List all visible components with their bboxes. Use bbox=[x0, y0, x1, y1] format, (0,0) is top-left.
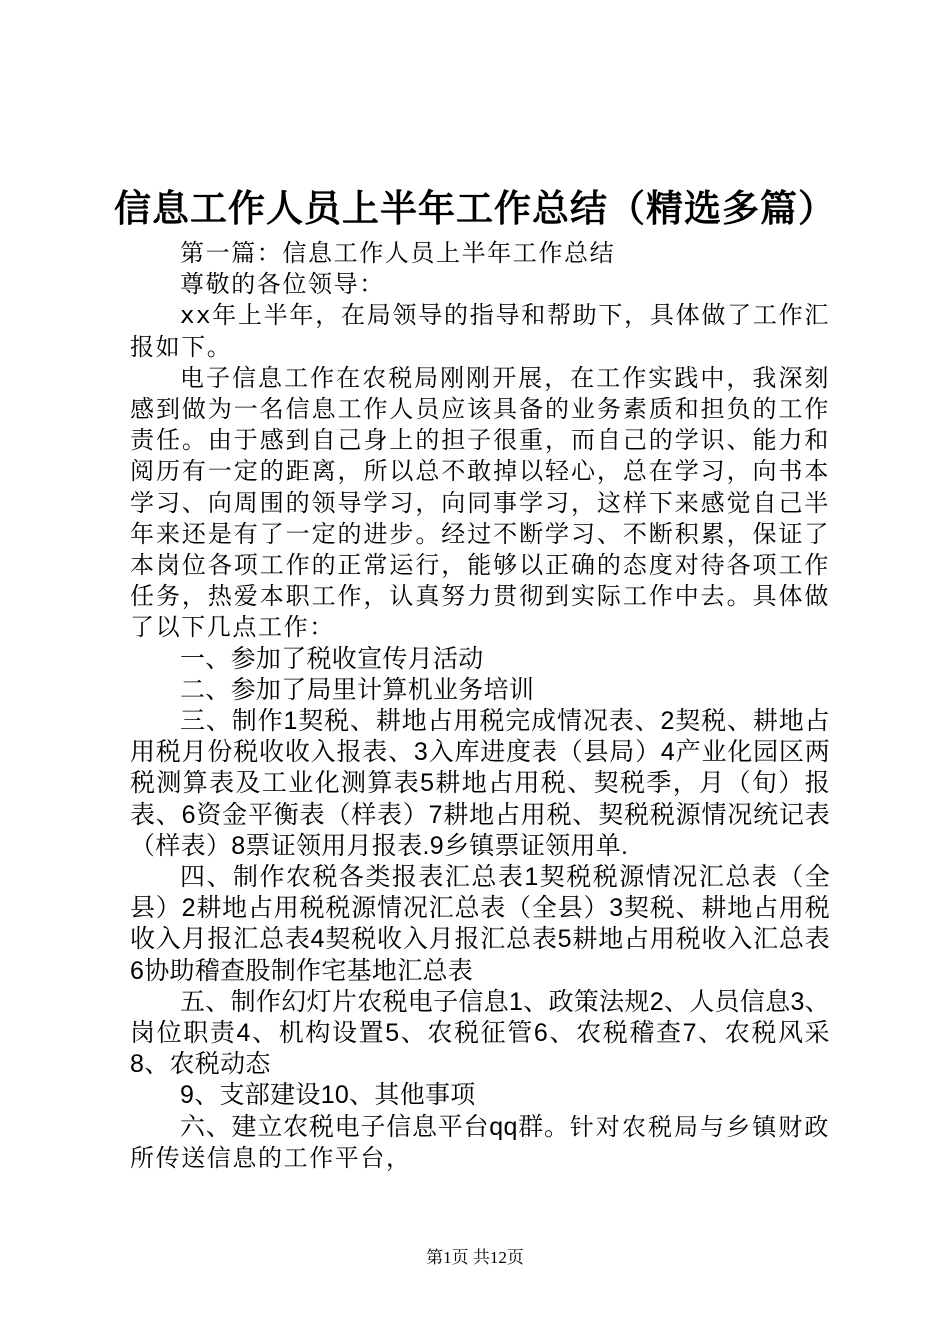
section-heading: 第一篇：信息工作人员上半年工作总结 bbox=[180, 239, 616, 267]
page-footer bbox=[0, 1243, 950, 1268]
list-item-2: 二、参加了局里计算机业务培训 bbox=[180, 675, 535, 704]
paragraph-intro: xx年上半年，在局领导的指导和帮助下，具体做了工作汇报如下。 bbox=[130, 301, 830, 361]
document-body bbox=[130, 238, 830, 1174]
list-item-3: 三、制作1契税、耕地占用税完成情况表、2契税、耕地占用税月份税收收入报表、3入库进度表（县局）4产业化园区两税测算表及工业化测算表5耕地占用税、契税季，月（旬）报表、6资金平衡表（样表）7耕地占用税、契税税源情况统记表（样表）8票证领用月报表.9乡镇票证领用单. bbox=[130, 707, 830, 860]
list-item-4: 四、制作农税各类报表汇总表1契税税源情况汇总表（全县）2耕地占用税税源情况汇总表（全县）3契税、耕地占用税收入月报汇总表4契税收入月报汇总表5耕地占用税收入汇总表6协助稽查股制作宅基地汇总表 bbox=[130, 863, 830, 985]
list-item-6 bbox=[130, 1112, 830, 1174]
list-item-6-lead: 六、建立农税电子信息平台qq群。 bbox=[180, 1112, 570, 1141]
paragraph-body: 电子信息工作在农税局刚刚开展，在工作实践中，我深刻感到做为一名信息工作人员应该具备的业务素质和担负的工作责任。由于感到自己身上的担子很重，而自己的学识、能力和阅历有一定的距离，所以总不敢掉以轻心，总在学习，向书本学习、向周围的领导学习，向同事学习，这样下来感觉自己半年来还是有了一定的进步。经过不断学习、不断积累，保证了本岗位各项工作的正常运行，能够以正确的态度对待各项工作任务，热爱本职工作，认真努力贯彻到实际工作中去。具体做了以下几点工作： bbox=[130, 363, 830, 642]
document-title: 信息工作人员上半年工作总结（精选多篇） bbox=[114, 186, 836, 230]
list-item-6-rest: 针对农税局与乡镇财政所传送信息的工作平台， bbox=[130, 1112, 831, 1172]
page-number: 第1页 共12页 bbox=[426, 1248, 524, 1267]
list-item-1: 一、参加了税收宣传月活动 bbox=[180, 644, 484, 673]
list-item-5: 五、制作幻灯片农税电子信息1、政策法规2、人员信息3、岗位职责4、机构设置5、农税征管6、农税稽查7、农税风采8、农税动态 bbox=[130, 987, 830, 1079]
salutation: 尊敬的各位领导： bbox=[180, 270, 385, 299]
list-item-5-continued: 9、支部建设10、其他事项 bbox=[180, 1081, 476, 1110]
